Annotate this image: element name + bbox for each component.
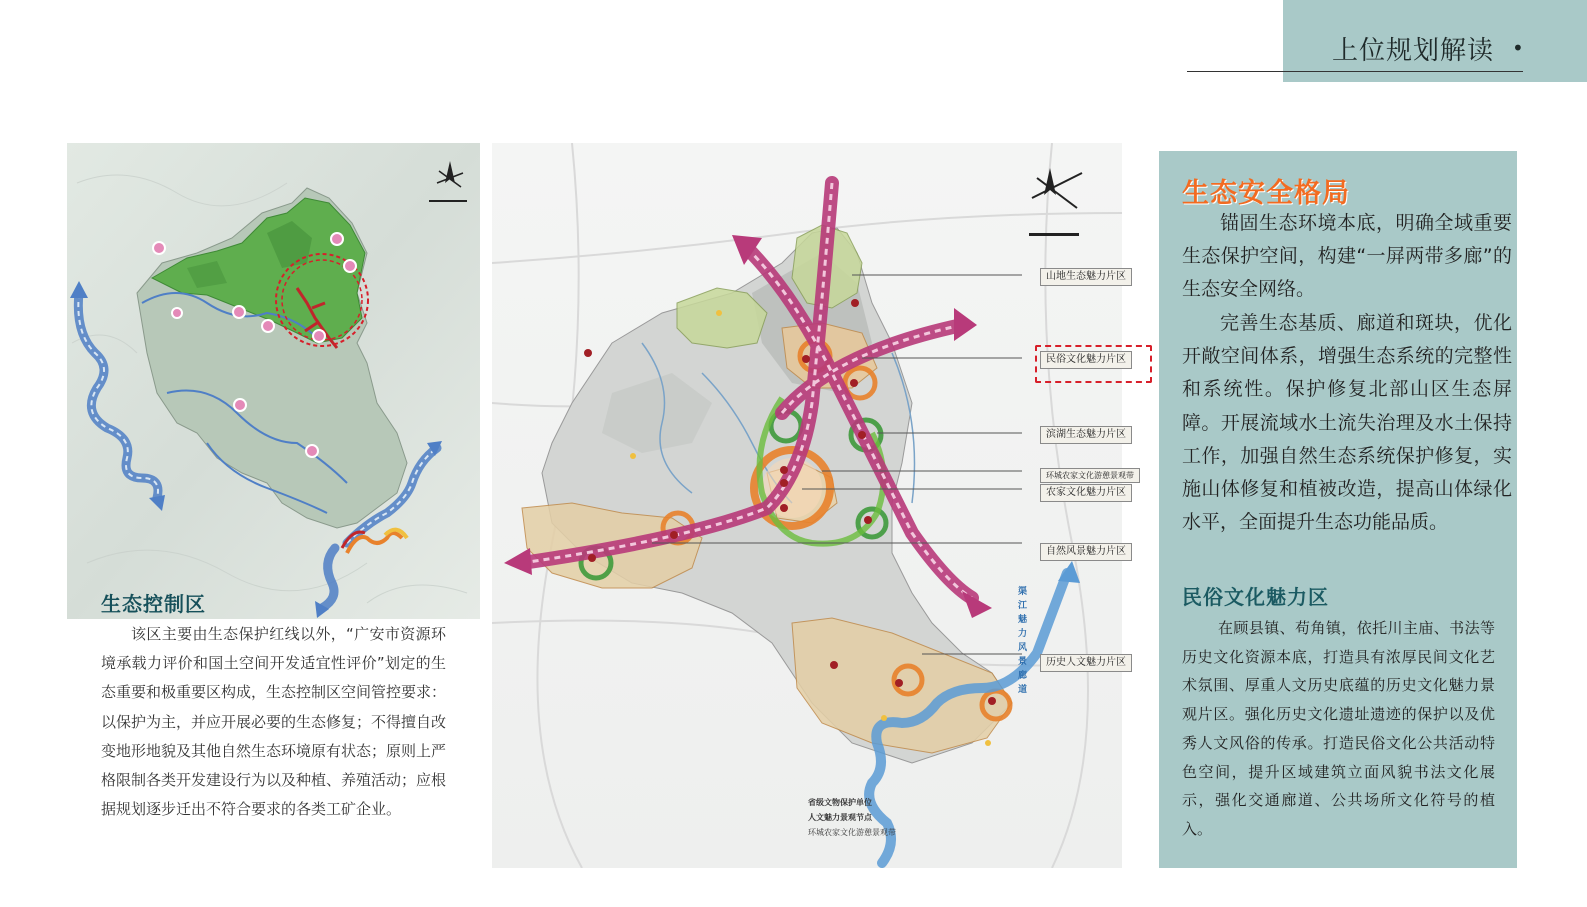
- ecological-control-title: 生态控制区: [101, 592, 206, 616]
- ecological-security-paragraph-2: 完善生态基质、廊道和斑块，优化开敞空间体系，增强生态系统的完整性和系统性。保护修复北部山区生态屏障。开展流域水土流失治理及水土保持工作，加强自然生态系统保护修复，实施山体修复和植被改造，提高山体绿化水平，全面提升生态功能品质。: [1182, 312, 1512, 534]
- folk-culture-title: 民俗文化魅力区: [1182, 585, 1329, 609]
- zone-label-mountain-ecology: 山地生态魅力片区: [1040, 268, 1132, 286]
- legend-heritage: 省级文物保护单位: [808, 798, 872, 807]
- zone-label-ring-city-belt: 环城农家文化游憩景观带: [1040, 468, 1140, 483]
- zone-label-history-culture: 历史人文魅力片区: [1040, 654, 1132, 672]
- title-bullet: •: [1512, 36, 1524, 60]
- folk-culture-paragraph: 在顾县镇、苟角镇，依托川主庙、书法等历史文化资源本底，打造具有浓厚民间文化艺术氛围、厚重人文历史底蕴的历史文化魅力景观片区。强化历史文化遗址遗迹的保护以及优秀人文风俗的传承。打造民俗文化公共活动特色空间，提升区域建筑立面风貌书法文化展示，强化交通廊道、公共场所文化符号的植入。: [1182, 619, 1495, 838]
- ecological-control-map: [67, 143, 480, 619]
- ecological-security-paragraph-1: 锚固生态环境本底，明确全域重要生态保护空间，构建“一屏两带多廊”的生态安全网络。: [1182, 212, 1512, 301]
- page-title: 上位规划解读: [1332, 36, 1495, 66]
- qujiang-corridor-label: 渠江魅力风景廊道: [1016, 586, 1026, 698]
- zone-label-folk-culture: 民俗文化魅力片区: [1040, 351, 1132, 369]
- zone-label-natural-scenery: 自然风景魅力片区: [1040, 543, 1132, 561]
- zone-label-lakeside-ecology: 滨湖生态魅力片区: [1040, 426, 1132, 444]
- legend-landscape-node: 人文魅力景观节点: [808, 813, 872, 822]
- folk-culture-highlight: [1035, 345, 1152, 383]
- zone-label-farm-culture: 农家文化魅力片区: [1040, 484, 1132, 502]
- header-underline: [1187, 71, 1523, 72]
- ecological-security-title: 生态安全格局: [1182, 178, 1350, 209]
- legend-ring-belt: 环城农家文化游憩景观带: [808, 828, 896, 837]
- ecological-control-description: 该区主要由生态保护红线以外，“广安市资源环境承载力评价和国土空间开发适宜性评价”划定的生态重要和极重要区构成，生态控制区空间管控要求：以保护为主，并应开展必要的生态修复；不得擅自改变地形地貌及其他自然生态环境原有状态；原则上严格限制各类开发建设行为以及种植、养殖活动；应根据规划逐步迁出不符合要求的各类工矿企业。: [101, 625, 447, 819]
- charm-zone-map: [492, 143, 1122, 868]
